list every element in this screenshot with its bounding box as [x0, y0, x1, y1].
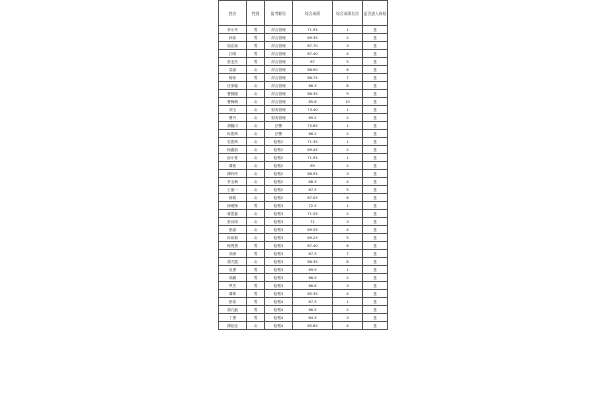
table-row: [219, 50, 388, 58]
cell-name: 孙伟: [219, 34, 247, 42]
cell-sex: 女: [247, 98, 265, 106]
cell-physical-exam: 是: [363, 266, 388, 274]
cell-position: 法警: [265, 122, 293, 130]
cell-sex: 男: [247, 314, 265, 322]
table-row: [219, 74, 388, 82]
table-row: [219, 66, 388, 74]
cell-score: 66.90: [293, 66, 333, 74]
table-row: [219, 282, 388, 290]
cell-physical-exam: 是: [363, 82, 388, 90]
cell-physical-exam: 是: [363, 186, 388, 194]
cell-rank: 3: [333, 170, 363, 178]
cell-rank: 1: [333, 298, 363, 306]
cell-name: 蒋思嘉: [219, 210, 247, 218]
cell-rank: 2: [333, 162, 363, 170]
cell-name: 谭茜: [219, 162, 247, 170]
cell-name: 罗杰: [219, 282, 247, 290]
table-row: [219, 234, 388, 242]
cell-sex: 男: [247, 50, 265, 58]
cell-physical-exam: 是: [363, 146, 388, 154]
cell-position: 综合管理: [265, 82, 293, 90]
cell-position: 综合管理: [265, 42, 293, 50]
cell-score: 71.35: [293, 138, 333, 146]
cell-score: 66.75: [293, 74, 333, 82]
cell-name: 胡亢毅: [219, 306, 247, 314]
cell-physical-exam: 是: [363, 218, 388, 226]
table-row: [219, 170, 388, 178]
cell-rank: 3: [333, 42, 363, 50]
cell-position: 检察3: [265, 250, 293, 258]
table-row: [219, 306, 388, 314]
cell-name: 蒋莉: [219, 194, 247, 202]
table-row: [219, 178, 388, 186]
cell-score: 67.40: [293, 242, 333, 250]
cell-name: 谭佳佳: [219, 322, 247, 330]
cell-position: 检察3: [265, 258, 293, 266]
cell-score: 67: [293, 58, 333, 66]
header-rank: 综合成绩名次: [333, 1, 363, 26]
header-score: 综合成绩: [293, 1, 333, 26]
cell-rank: 4: [333, 50, 363, 58]
cell-rank: 2: [333, 34, 363, 42]
cell-rank: 1: [333, 26, 363, 34]
cell-position: 检察2: [265, 178, 293, 186]
table-row: [219, 162, 388, 170]
cell-score: 71.55: [293, 210, 333, 218]
cell-physical-exam: 是: [363, 138, 388, 146]
cell-position: 检察3: [265, 274, 293, 282]
cell-score: 67.3: [293, 250, 333, 258]
cell-physical-exam: 是: [363, 114, 388, 122]
cell-rank: 1: [333, 202, 363, 210]
cell-sex: 女: [247, 82, 265, 90]
cell-sex: 男: [247, 274, 265, 282]
cell-name: 张诗琪: [219, 218, 247, 226]
cell-score: 69.35: [293, 34, 333, 42]
cell-sex: 男: [247, 242, 265, 250]
cell-name: 张亚杰: [219, 58, 247, 66]
table-row: [219, 258, 388, 266]
cell-physical-exam: 是: [363, 274, 388, 282]
cell-sex: 女: [247, 106, 265, 114]
cell-name: 杨伟: [219, 74, 247, 82]
cell-score: 69.45: [293, 146, 333, 154]
cell-physical-exam: 是: [363, 50, 388, 58]
cell-score: 66.35: [293, 90, 333, 98]
cell-rank: 10: [333, 98, 363, 106]
cell-physical-exam: 是: [363, 66, 388, 74]
cell-physical-exam: 是: [363, 26, 388, 34]
cell-position: 综合管理: [265, 34, 293, 42]
cell-score: 66.5: [293, 306, 333, 314]
header-physical-exam: 是否进入体检: [363, 1, 388, 26]
cell-rank: 1: [333, 138, 363, 146]
cell-sex: 女: [247, 178, 265, 186]
cell-position: 检察3: [265, 226, 293, 234]
cell-physical-exam: 是: [363, 314, 388, 322]
cell-physical-exam: 是: [363, 258, 388, 266]
cell-name: 江晴: [219, 50, 247, 58]
cell-position: 检察4: [265, 322, 293, 330]
cell-physical-exam: 是: [363, 290, 388, 298]
table-row: [219, 58, 388, 66]
cell-sex: 女: [247, 186, 265, 194]
table-row: [219, 90, 388, 98]
cell-name: 李小丹: [219, 26, 247, 34]
cell-rank: 2: [333, 306, 363, 314]
cell-rank: 4: [333, 178, 363, 186]
cell-position: 检察2: [265, 194, 293, 202]
cell-position: 综合管理: [265, 58, 293, 66]
table-row: [219, 186, 388, 194]
cell-position: 检察4: [265, 306, 293, 314]
cell-position: 综合管理: [265, 66, 293, 74]
cell-rank: 6: [333, 194, 363, 202]
cell-name: 冉鹏: [219, 274, 247, 282]
table-row: [219, 42, 388, 50]
cell-name: 谭玲玲: [219, 170, 247, 178]
cell-score: 67.5: [293, 186, 333, 194]
cell-physical-exam: 是: [363, 322, 388, 330]
cell-rank: 1: [333, 106, 363, 114]
cell-rank: 4: [333, 290, 363, 298]
table-row: [219, 26, 388, 34]
cell-score: 66.3: [293, 82, 333, 90]
table-row: [219, 146, 388, 154]
cell-sex: 女: [247, 226, 265, 234]
cell-physical-exam: 是: [363, 34, 388, 42]
cell-position: 检察3: [265, 290, 293, 298]
cell-position: 法警: [265, 130, 293, 138]
table-row: [219, 98, 388, 106]
cell-position: 财务管理: [265, 114, 293, 122]
cell-name: 王丽一: [219, 186, 247, 194]
cell-rank: 4: [333, 322, 363, 330]
table-row: [219, 106, 388, 114]
cell-rank: 2: [333, 210, 363, 218]
cell-score: 66.35: [293, 258, 333, 266]
cell-score: 67.40: [293, 50, 333, 58]
cell-name: 曹丹: [219, 114, 247, 122]
cell-physical-exam: 是: [363, 178, 388, 186]
cell-name: 曹梅梅: [219, 98, 247, 106]
cell-sex: 女: [247, 218, 265, 226]
cell-position: 综合管理: [265, 26, 293, 34]
cell-physical-exam: 是: [363, 154, 388, 162]
table-row: [219, 322, 388, 330]
cell-score: 66.9: [293, 274, 333, 282]
cell-physical-exam: 是: [363, 58, 388, 66]
results-sheet: [218, 0, 387, 400]
cell-physical-exam: 是: [363, 242, 388, 250]
cell-name: 邱小青: [219, 154, 247, 162]
results-table: [218, 0, 388, 330]
cell-score: 65.85: [293, 322, 333, 330]
cell-name: 刘涛: [219, 250, 247, 258]
table-row: [219, 138, 388, 146]
cell-score: 68.95: [293, 170, 333, 178]
cell-position: 检察3: [265, 234, 293, 242]
cell-physical-exam: 是: [363, 226, 388, 234]
cell-sex: 女: [247, 322, 265, 330]
table-row: [219, 274, 388, 282]
table-row: [219, 298, 388, 306]
cell-score: 67.70: [293, 42, 333, 50]
cell-score: 69.55: [293, 226, 333, 234]
cell-rank: 3: [333, 314, 363, 322]
table-row: [219, 114, 388, 122]
cell-physical-exam: 是: [363, 74, 388, 82]
cell-score: 65.35: [293, 290, 333, 298]
cell-score: 67.3: [293, 298, 333, 306]
table-row: [219, 290, 388, 298]
table-row: [219, 34, 388, 42]
cell-name: 李玉梅: [219, 178, 247, 186]
cell-name: 冉伟莉: [219, 234, 247, 242]
table-row: [219, 82, 388, 90]
cell-position: 检察4: [265, 314, 293, 322]
cell-rank: 1: [333, 154, 363, 162]
cell-sex: 男: [247, 58, 265, 66]
cell-rank: 5: [333, 58, 363, 66]
cell-physical-exam: 是: [363, 122, 388, 130]
cell-sex: 女: [247, 138, 265, 146]
cell-physical-exam: 是: [363, 106, 388, 114]
cell-name: 张丽: [219, 226, 247, 234]
cell-rank: 1: [333, 266, 363, 274]
cell-physical-exam: 是: [363, 234, 388, 242]
cell-sex: 女: [247, 146, 265, 154]
cell-name: 谭坤: [219, 290, 247, 298]
cell-position: 综合管理: [265, 98, 293, 106]
cell-sex: 男: [247, 26, 265, 34]
cell-sex: 男: [247, 306, 265, 314]
cell-position: 检察3: [265, 282, 293, 290]
cell-score: 75.65: [293, 122, 333, 130]
cell-physical-exam: 是: [363, 210, 388, 218]
cell-sex: 女: [247, 114, 265, 122]
cell-name: 周弘扬: [219, 42, 247, 50]
table-row: [219, 202, 388, 210]
cell-physical-exam: 是: [363, 202, 388, 210]
table-row: [219, 226, 388, 234]
cell-sex: 男: [247, 290, 265, 298]
cell-score: 71.95: [293, 26, 333, 34]
cell-position: 综合管理: [265, 90, 293, 98]
cell-rank: 7: [333, 74, 363, 82]
cell-rank: 5: [333, 186, 363, 194]
cell-sex: 女: [247, 122, 265, 130]
cell-name: 曹圆媛: [219, 90, 247, 98]
cell-score: 71.95: [293, 154, 333, 162]
cell-rank: 3: [333, 218, 363, 226]
cell-score: 69.2: [293, 114, 333, 122]
cell-score: 66.6: [293, 282, 333, 290]
cell-score: 72.5: [293, 202, 333, 210]
cell-rank: 2: [333, 114, 363, 122]
cell-sex: 女: [247, 154, 265, 162]
header-sex: 性别: [247, 1, 265, 26]
cell-score: 68.3: [293, 178, 333, 186]
table-row: [219, 210, 388, 218]
cell-physical-exam: 是: [363, 130, 388, 138]
cell-rank: 3: [333, 282, 363, 290]
cell-sex: 女: [247, 210, 265, 218]
cell-name: 胡毓川: [219, 122, 247, 130]
cell-physical-exam: 是: [363, 282, 388, 290]
cell-position: 检察3: [265, 266, 293, 274]
cell-score: 73.40: [293, 106, 333, 114]
cell-name: 吴思琦: [219, 138, 247, 146]
cell-name: 杨贤勇: [219, 242, 247, 250]
cell-sex: 女: [247, 234, 265, 242]
cell-position: 检察1: [265, 138, 293, 146]
cell-sex: 男: [247, 74, 265, 82]
cell-sex: 女: [247, 130, 265, 138]
cell-score: 67.05: [293, 194, 333, 202]
table-row: [219, 266, 388, 274]
cell-position: 检察1: [265, 146, 293, 154]
cell-physical-exam: 是: [363, 170, 388, 178]
cell-rank: 2: [333, 274, 363, 282]
cell-position: 检察2: [265, 162, 293, 170]
cell-name: 袁丽: [219, 66, 247, 74]
cell-physical-exam: 是: [363, 162, 388, 170]
cell-position: 检察2: [265, 170, 293, 178]
cell-rank: 5: [333, 234, 363, 242]
cell-physical-exam: 是: [363, 42, 388, 50]
cell-position: 综合管理: [265, 74, 293, 82]
cell-score: 66.2: [293, 130, 333, 138]
cell-physical-exam: 是: [363, 98, 388, 106]
cell-physical-exam: 是: [363, 250, 388, 258]
cell-sex: 女: [247, 194, 265, 202]
cell-sex: 男: [247, 42, 265, 50]
cell-rank: 6: [333, 66, 363, 74]
header-row: [219, 1, 388, 26]
cell-sex: 男: [247, 202, 265, 210]
table-row: [219, 242, 388, 250]
cell-position: 检察2: [265, 186, 293, 194]
cell-name: 徐明锋: [219, 202, 247, 210]
cell-rank: 7: [333, 250, 363, 258]
cell-physical-exam: 是: [363, 90, 388, 98]
cell-sex: 女: [247, 66, 265, 74]
cell-sex: 男: [247, 282, 265, 290]
cell-name: 任家璇: [219, 82, 247, 90]
cell-position: 检察3: [265, 242, 293, 250]
cell-rank: 6: [333, 242, 363, 250]
cell-score: 69.25: [293, 234, 333, 242]
cell-rank: 2: [333, 146, 363, 154]
cell-score: 69: [293, 162, 333, 170]
cell-score: 69.9: [293, 266, 333, 274]
cell-name: 彭伟: [219, 298, 247, 306]
cell-sex: 女: [247, 258, 265, 266]
cell-rank: 2: [333, 130, 363, 138]
cell-position: 检察3: [265, 218, 293, 226]
table-row: [219, 314, 388, 322]
cell-position: 综合管理: [265, 50, 293, 58]
header-position: 报考职位: [265, 1, 293, 26]
cell-sex: 女: [247, 162, 265, 170]
cell-sex: 男: [247, 34, 265, 42]
cell-name: 刘玉: [219, 106, 247, 114]
cell-sex: 男: [247, 298, 265, 306]
cell-position: 检察2: [265, 154, 293, 162]
table-row: [219, 218, 388, 226]
cell-name: 丁勇: [219, 314, 247, 322]
cell-position: 检察3: [265, 210, 293, 218]
cell-rank: 8: [333, 258, 363, 266]
cell-name: 冉思琦: [219, 130, 247, 138]
cell-sex: 男: [247, 250, 265, 258]
cell-physical-exam: 是: [363, 194, 388, 202]
table-row: [219, 122, 388, 130]
cell-sex: 女: [247, 90, 265, 98]
table-row: [219, 250, 388, 258]
cell-name: 胡方霞: [219, 258, 247, 266]
cell-name: 吴勇: [219, 266, 247, 274]
cell-rank: 9: [333, 90, 363, 98]
cell-sex: 男: [247, 266, 265, 274]
cell-position: 检察3: [265, 202, 293, 210]
cell-position: 财务管理: [265, 106, 293, 114]
cell-score: 64.3: [293, 314, 333, 322]
cell-physical-exam: 是: [363, 298, 388, 306]
table-body: [219, 26, 388, 330]
cell-sex: 女: [247, 170, 265, 178]
cell-score: 65.6: [293, 98, 333, 106]
cell-name: 杨鑫怡: [219, 146, 247, 154]
table-row: [219, 194, 388, 202]
cell-rank: 1: [333, 122, 363, 130]
cell-rank: 4: [333, 226, 363, 234]
cell-physical-exam: 是: [363, 306, 388, 314]
cell-rank: 8: [333, 82, 363, 90]
table-row: [219, 154, 388, 162]
cell-score: 71: [293, 218, 333, 226]
table-row: [219, 130, 388, 138]
cell-position: 检察4: [265, 298, 293, 306]
header-name: 姓名: [219, 1, 247, 26]
